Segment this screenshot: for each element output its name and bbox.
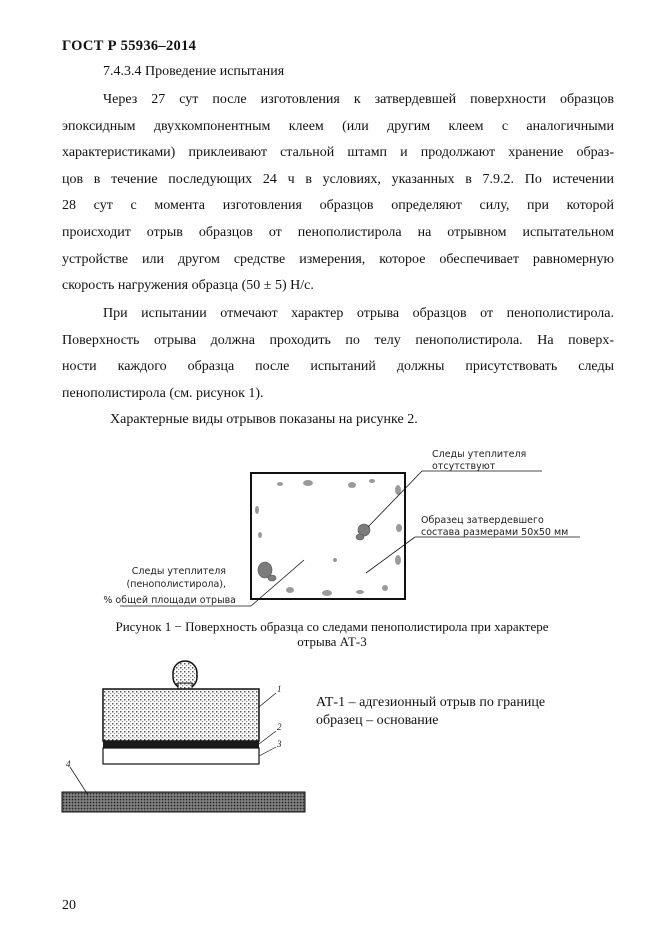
adhesive-layer	[103, 741, 259, 748]
label-traces: % общей площади отрыва	[103, 595, 236, 606]
figure-1-caption	[62, 619, 602, 649]
label-sample: состава размерами 50х50 мм	[421, 527, 569, 538]
text-line: устройстве или другом средстве измерения, которое обеспечивает равномерную	[62, 251, 614, 267]
text-line: пенополистирола (см. рисунок 1).	[62, 385, 264, 401]
callout-4: 4	[66, 759, 71, 769]
caption-line: отрыва АТ-3	[297, 634, 367, 649]
foam-board	[62, 792, 305, 812]
paragraph-3: Характерные виды отрывов показаны на рисунке 2.	[110, 412, 418, 427]
text-line: скорость нагружения образца (50 ± 5) Н/с.	[62, 278, 314, 294]
label-no-traces: отсутствуют	[432, 461, 496, 472]
text-line: Через 27 сут после изготовления к затвердевшей поверхности образцов	[103, 92, 614, 107]
paragraph-2	[62, 301, 614, 407]
document-header: ГОСТ Р 55936–2014	[62, 38, 197, 54]
section-title: 7.4.3.4 Проведение испытания	[103, 64, 285, 79]
description-line: образец – основание	[316, 713, 439, 728]
label-traces: Следы утеплителя	[131, 566, 226, 577]
callout-1: 1	[277, 684, 282, 694]
text-line: 28 сут с момента изготовления образцов определяют силу, при которой	[62, 198, 614, 214]
text-line: ности каждого образца после испытаний должны присутствовать следы	[62, 359, 614, 375]
text-line: эпоксидным двухкомпонентным клеем (или другим клеем с аналогичными	[62, 118, 614, 134]
description-line: АТ-1 – адгезионный отрыв по границе	[316, 695, 546, 710]
figure-2-description	[316, 694, 596, 730]
callout-3: 3	[277, 739, 282, 749]
paragraph-1	[62, 87, 614, 300]
text-line: цов в течение последующих 24 ч в условиях, указанных в 7.9.2. По истечении	[62, 171, 614, 187]
sample-block	[103, 689, 259, 741]
figure-2-drawing	[0, 655, 661, 825]
base-layer	[103, 748, 259, 764]
label-sample: Образец затвердевшего	[421, 515, 544, 526]
label-no-traces: Следы утеплителя	[432, 449, 527, 460]
figure-1-drawing	[0, 440, 661, 610]
text-line: характеристиками) приклеивают стальной штамп и продолжают хранение образ-	[62, 145, 614, 161]
label-traces: (пенополистирола),	[126, 579, 226, 590]
caption-line: Рисунок 1 − Поверхность образца со следами пенополистирола при характере	[115, 619, 549, 634]
text-line: Поверхность отрыва должна проходить по телу пенополистирола. На поверх-	[62, 332, 614, 348]
text-line: При испытании отмечают характер отрыва образцов от пенополистирола.	[103, 306, 614, 321]
callout-2: 2	[277, 722, 282, 732]
text-line: происходит отрыв образцов от пенополистирола на отрывном испытательном	[62, 224, 614, 240]
page-number: 20	[62, 898, 76, 913]
